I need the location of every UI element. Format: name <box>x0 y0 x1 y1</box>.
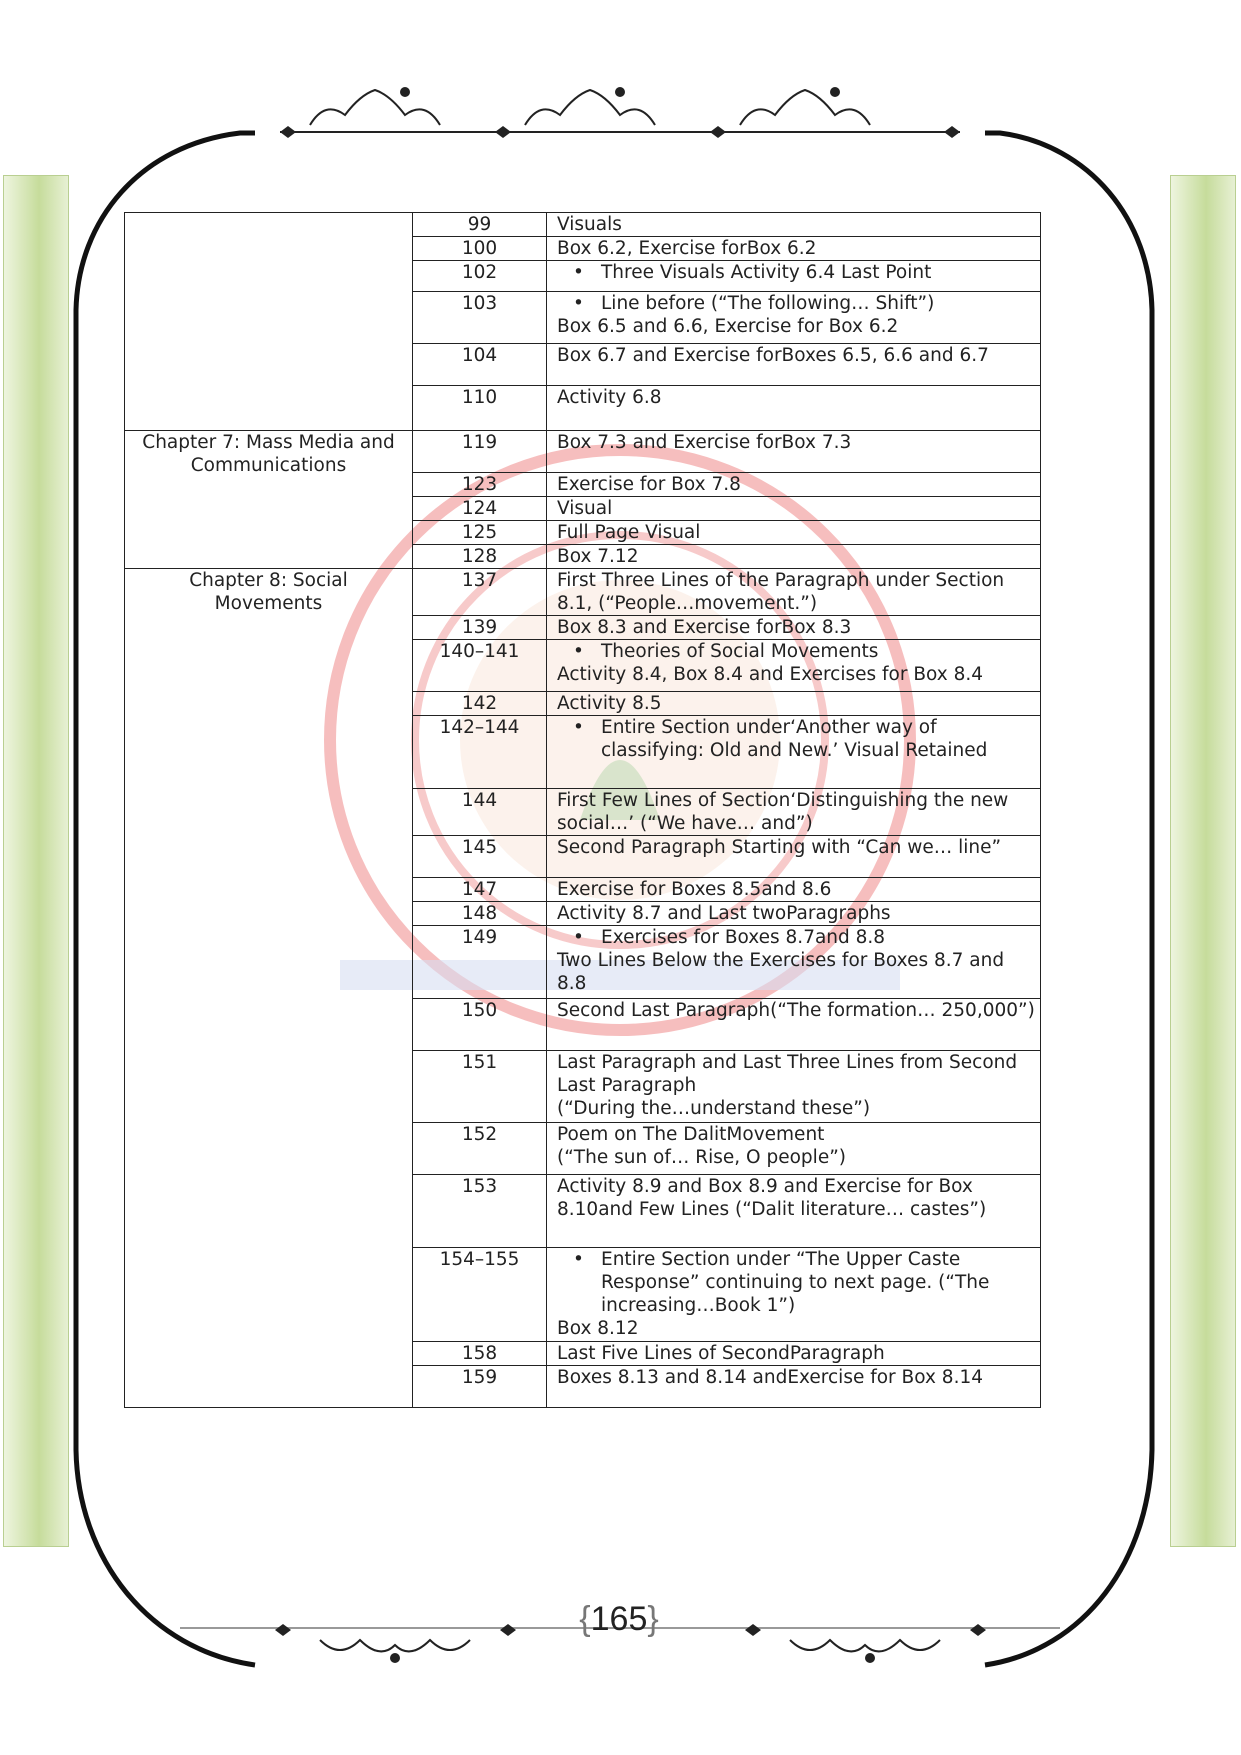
page-cell: 149 <box>413 926 547 999</box>
content-cell <box>547 616 1041 640</box>
content-line: Second Paragraph Starting with “Can we… line” <box>557 837 1002 858</box>
content-line: Box 8.12 <box>557 1318 639 1339</box>
page-cell: 142–144 <box>413 716 547 789</box>
bullet-item: • Entire Section under “The Upper Caste Response” continuing to next page. (“The increasing…Book 1”) <box>557 1248 1036 1317</box>
bullet-item: • Entire Section under‘Another way of classifying: Old and New.’ Visual Retained <box>557 716 1036 762</box>
page-cell: 151 <box>413 1051 547 1123</box>
page-cell: 148 <box>413 902 547 926</box>
content-line: First Few Lines of Section‘Distinguishing the new social…’ (“We have… and”) <box>557 790 1009 834</box>
content-line: Exercise for Boxes 8.5and 8.6 <box>557 879 832 900</box>
page-cell: 110 <box>413 386 547 431</box>
page-cell: 119 <box>413 431 547 473</box>
top-ornament-icon <box>270 80 970 150</box>
content-cell <box>547 545 1041 569</box>
content-line: Box 8.3 and Exercise forBox 8.3 <box>557 617 852 638</box>
chapter-cell: Chapter 8: Social Movements <box>125 569 413 1408</box>
content-cell <box>547 431 1041 473</box>
table-row <box>125 569 1041 616</box>
page-cell: 123 <box>413 473 547 497</box>
bullet-item: • Line before (“The following… Shift”) <box>557 292 1036 315</box>
content-line: Visuals <box>557 214 622 235</box>
content-cell <box>547 1342 1041 1366</box>
content-line: First Three Lines of the Paragraph under Section 8.1, (“People…movement.”) <box>557 570 1005 614</box>
content-line: Visual <box>557 498 613 519</box>
content-cell <box>547 261 1041 292</box>
content-cell <box>547 1051 1041 1123</box>
bullet-item: • Theories of Social Movements <box>557 640 1036 663</box>
page-cell: 99 <box>413 213 547 237</box>
page-cell: 103 <box>413 292 547 344</box>
content-cell <box>547 789 1041 836</box>
content-line: Exercise for Box 7.8 <box>557 474 741 495</box>
content-cell <box>547 1123 1041 1175</box>
page-cell: 100 <box>413 237 547 261</box>
content-line: Two Lines Below the Exercises for Boxes 8.7 and 8.8 <box>557 950 1005 994</box>
content-cell <box>547 473 1041 497</box>
content-cell <box>547 999 1041 1051</box>
content-cell <box>547 716 1041 789</box>
content-cell <box>547 878 1041 902</box>
page-cell: 142 <box>413 692 547 716</box>
content-cell <box>547 213 1041 237</box>
content-line: Box 7.12 <box>557 546 639 567</box>
content-line: (“The sun of… Rise, O people”) <box>557 1147 846 1168</box>
content-cell <box>547 926 1041 999</box>
content-line: Activity 8.9 and Box 8.9 and Exercise for Box 8.10and Few Lines (“Dalit literature… castes”) <box>557 1176 987 1220</box>
content-cell <box>547 836 1041 878</box>
page-number: {165} <box>579 1600 659 1638</box>
chapter-cell: Chapter 7: Mass Media and Communications <box>125 431 413 569</box>
content-line: Activity 6.8 <box>557 387 662 408</box>
page-cell: 145 <box>413 836 547 878</box>
content-line: Activity 8.7 and Last twoParagraphs <box>557 903 891 924</box>
chapter-cell <box>125 213 413 431</box>
page-cell: 128 <box>413 545 547 569</box>
content-cell <box>547 1175 1041 1248</box>
content-cell <box>547 292 1041 344</box>
content-line: Box 6.5 and 6.6, Exercise for Box 6.2 <box>557 316 899 337</box>
page-cell: 104 <box>413 344 547 386</box>
page-cell: 154–155 <box>413 1248 547 1342</box>
page-cell: 158 <box>413 1342 547 1366</box>
content-cell <box>547 640 1041 692</box>
table-row <box>125 431 1041 473</box>
content-line: Activity 8.5 <box>557 693 662 714</box>
page-cell: 144 <box>413 789 547 836</box>
content-line: Activity 8.4, Box 8.4 and Exercises for Box 8.4 <box>557 664 984 685</box>
content-line: Box 6.7 and Exercise forBoxes 6.5, 6.6 and 6.7 <box>557 345 989 366</box>
content-line: Box 6.2, Exercise forBox 6.2 <box>557 238 817 259</box>
page-cell: 153 <box>413 1175 547 1248</box>
bullet-item: • Exercises for Boxes 8.7and 8.8 <box>557 926 1036 949</box>
page-cell: 139 <box>413 616 547 640</box>
content-cell <box>547 237 1041 261</box>
content-cell <box>547 569 1041 616</box>
page-cell: 140–141 <box>413 640 547 692</box>
content-cell <box>547 386 1041 431</box>
page-cell: 147 <box>413 878 547 902</box>
page-cell: 152 <box>413 1123 547 1175</box>
content-line: Last Five Lines of SecondParagraph <box>557 1343 885 1364</box>
content-line: Poem on The DalitMovement <box>557 1124 825 1145</box>
table-row <box>125 213 1041 237</box>
page-cell: 124 <box>413 497 547 521</box>
bullet-item: • Three Visuals Activity 6.4 Last Point <box>557 261 1036 284</box>
content-cell <box>547 497 1041 521</box>
content-cell <box>547 902 1041 926</box>
page-cell: 150 <box>413 999 547 1051</box>
content-line: Full Page Visual <box>557 522 701 543</box>
content-line: Box 7.3 and Exercise forBox 7.3 <box>557 432 852 453</box>
page-cell: 137 <box>413 569 547 616</box>
page-number-value: 165 <box>590 1600 648 1638</box>
content-cell <box>547 1248 1041 1342</box>
content-line: Second Last Paragraph(“The formation… 250,000”) <box>557 1000 1035 1021</box>
page-cell: 159 <box>413 1366 547 1408</box>
page-cell: 102 <box>413 261 547 292</box>
content-cell <box>547 344 1041 386</box>
page-cell: 125 <box>413 521 547 545</box>
content-cell <box>547 1366 1041 1408</box>
content-line: Last Paragraph and Last Three Lines from Second Last Paragraph <box>557 1052 1018 1096</box>
content-line: Boxes 8.13 and 8.14 andExercise for Box 8.14 <box>557 1367 983 1388</box>
content-line: (“During the…understand these”) <box>557 1098 871 1119</box>
toc-table <box>124 212 1041 1408</box>
content-cell <box>547 521 1041 545</box>
content-cell <box>547 692 1041 716</box>
